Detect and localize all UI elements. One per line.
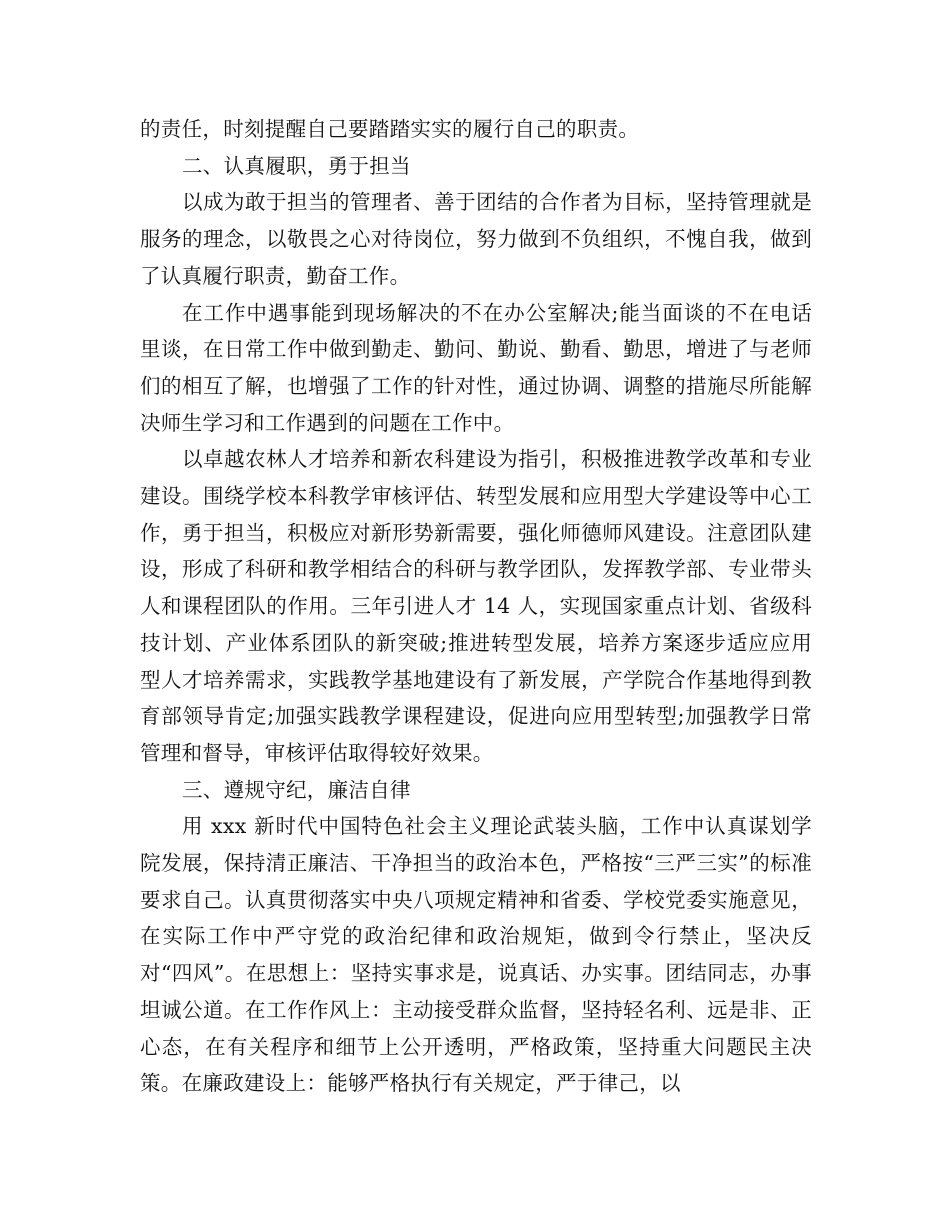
paragraph-teaching-reform: 以卓越农林人才培养和新农科建设为指引，积极推进教学改革和专业建设。围绕学校本科教学审核评估、转型发展和应用型大学建设等中心工作，勇于担当，积极应对新形势新需要，强化师德师风建设。注意团队建设，形成了科研和教学相结合的科研与教学团队，发挥教学部、专业带头人和课程团队的作用。三年引进人才 14 人，实现国家重点计划、省级科技计划、产业体系团队的新突破;推进转型发展，培养方案逐步适应应用型人才培养需求，实践教学基地建设有了新发展，产学院合作基地得到教育部领导肯定;加强实践教学课程建设，促进向应用型转型;加强教学日常管理和督导，审核评估取得较好效果。 (140, 447, 812, 765)
document-body (140, 111, 812, 1102)
section-heading-3: 三、遵规守纪，廉洁自律 (182, 777, 411, 802)
paragraph-work-method: 在工作中遇事能到现场解决的不在办公室解决;能当面谈的不在电话里谈，在日常工作中做到勤走、勤问、勤说、勤看、勤思，增进了与老师们的相互了解，也增强了工作的针对性，通过协调、调整的措施尽所能解决师生学习和工作遇到的问题在工作中。 (140, 300, 812, 435)
paragraph-discipline: 用 xxx 新时代中国特色社会主义理论武装头脑，工作中认真谋划学院发展，保持清正廉洁、干净担当的政治本色，严格按“三严三实”的标准要求自己。认真贯彻落实中央八项规定精神和省委、学校党委实施意见，在实际工作中严守党的政治纪律和政治规矩，做到令行禁止，坚决反对“四风”。在思想上：坚持实事求是，说真话、办实事。团结同志，办事坦诚公道。在工作作风上：主动接受群众监督，坚持轻名利、远是非、正心态，在有关程序和细节上公开透明，严格政策，坚持重大问题民主决策。在廉政建设上：能够严格执行有关规定，严于律己，以 (140, 814, 812, 1096)
paragraph-continuation: 的责任，时刻提醒自己要踏踏实实的履行自己的职责。 (140, 117, 640, 141)
section-heading-2: 二、认真履职，勇于担当 (182, 153, 411, 178)
paragraph-responsibility: 以成为敢于担当的管理者、善于团结的合作者为目标，坚持管理就是服务的理念，以敬畏之心对待岗位，努力做到不负组织，不愧自我，做到了认真履行职责，勤奋工作。 (140, 190, 812, 288)
